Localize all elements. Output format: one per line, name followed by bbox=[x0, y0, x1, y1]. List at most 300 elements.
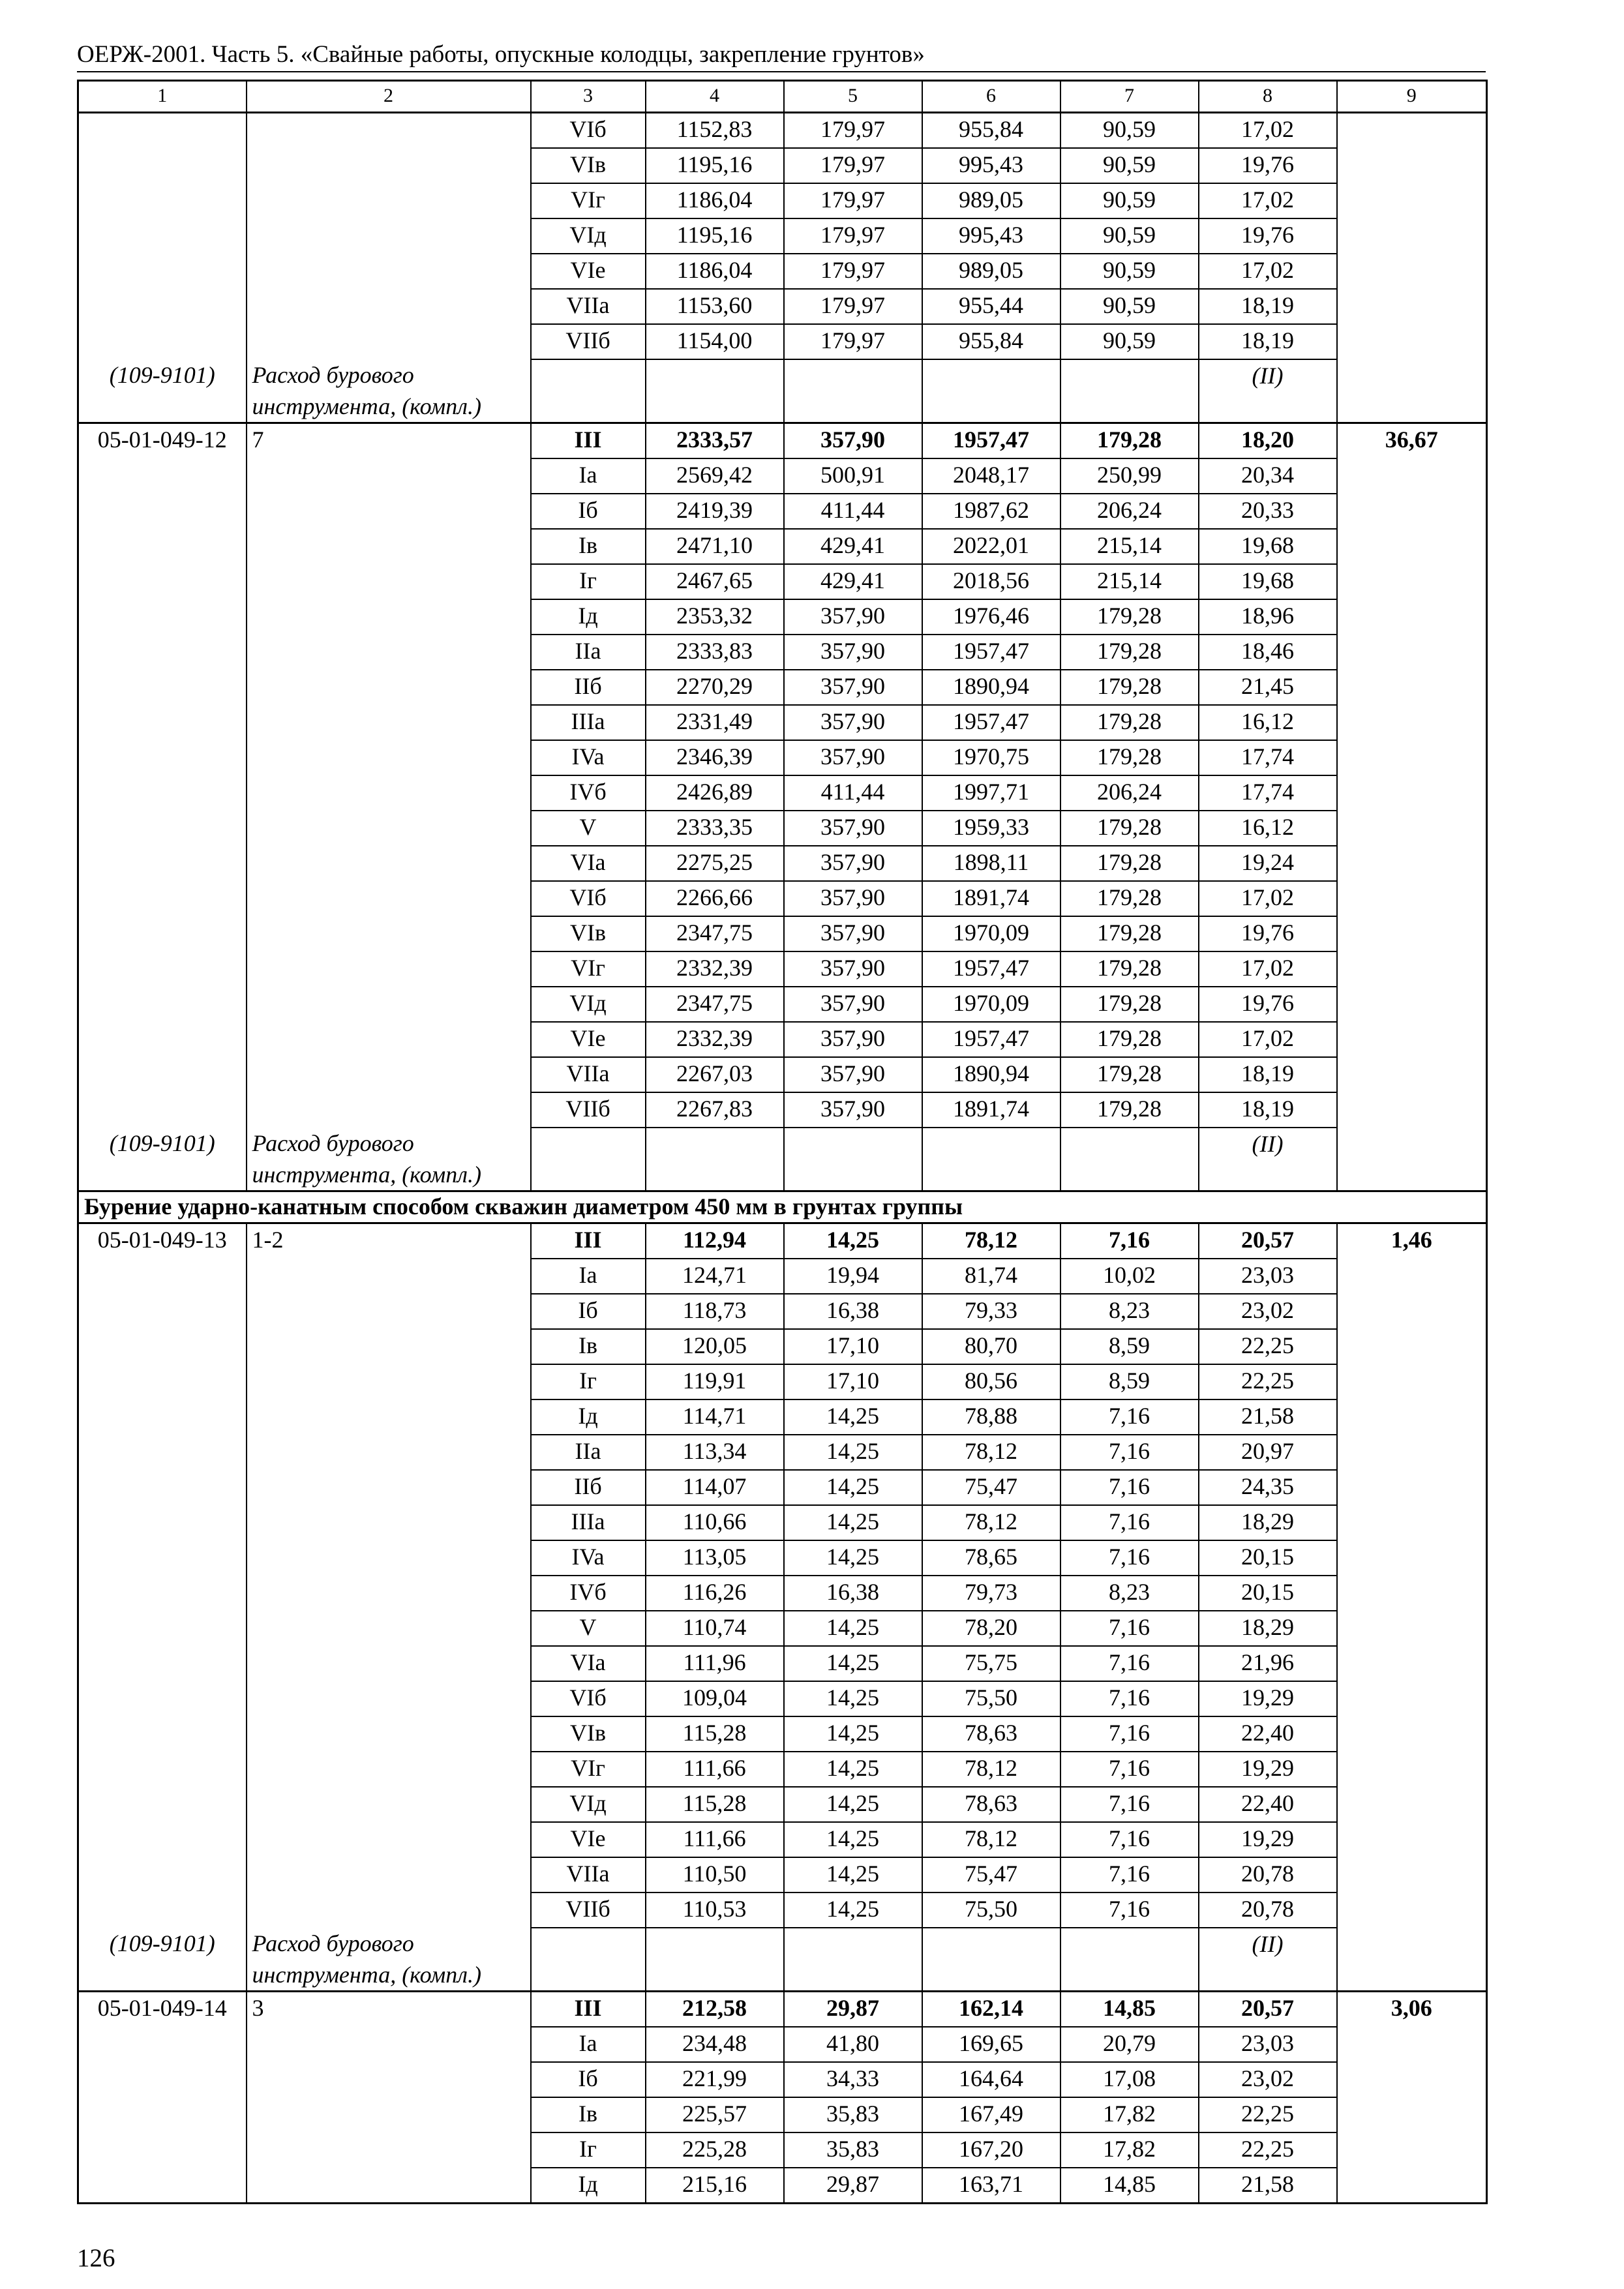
labor-cost: 22,40 bbox=[1199, 1716, 1337, 1752]
table-row bbox=[78, 564, 1487, 599]
machine-cost: 1957,47 bbox=[922, 635, 1060, 670]
labor-cost: 17,02 bbox=[1199, 254, 1337, 289]
wages: 17,10 bbox=[784, 1329, 922, 1364]
machinist-wages: 179,28 bbox=[1060, 635, 1199, 670]
total-cost: 212,58 bbox=[646, 1992, 784, 2027]
soil-group bbox=[247, 254, 531, 289]
labor-cost: 17,02 bbox=[1199, 113, 1337, 149]
soil-group bbox=[247, 529, 531, 564]
table-row bbox=[78, 1399, 1487, 1435]
machinist-wages: 179,28 bbox=[1060, 1092, 1199, 1128]
territorial-district: Ia bbox=[531, 1259, 646, 1294]
soil-group bbox=[247, 1857, 531, 1893]
machine-cost: 1959,33 bbox=[922, 811, 1060, 846]
rate-code bbox=[78, 1787, 247, 1822]
empty-cell bbox=[1337, 1928, 1487, 1992]
territorial-district: VIв bbox=[531, 916, 646, 951]
empty-cell bbox=[1060, 1928, 1199, 1992]
machine-cost: 1891,74 bbox=[922, 1092, 1060, 1128]
wages: 14,25 bbox=[784, 1893, 922, 1928]
wages: 14,25 bbox=[784, 1540, 922, 1576]
machinist-wages: 14,85 bbox=[1060, 1992, 1199, 2027]
wages: 357,90 bbox=[784, 705, 922, 740]
machinist-labor bbox=[1337, 494, 1487, 529]
table-row bbox=[78, 1822, 1487, 1857]
empty-cell bbox=[922, 359, 1060, 423]
machine-cost: 1898,11 bbox=[922, 846, 1060, 881]
machinist-wages: 7,16 bbox=[1060, 1752, 1199, 1787]
total-cost: 221,99 bbox=[646, 2062, 784, 2097]
rate-code bbox=[78, 775, 247, 811]
labor-cost: 19,68 bbox=[1199, 564, 1337, 599]
soil-group bbox=[247, 1716, 531, 1752]
rate-code bbox=[78, 1022, 247, 1057]
territorial-district: VIIб bbox=[531, 1092, 646, 1128]
soil-group bbox=[247, 1505, 531, 1540]
rate-code bbox=[78, 987, 247, 1022]
table-row bbox=[78, 1787, 1487, 1822]
machinist-wages: 7,16 bbox=[1060, 1857, 1199, 1893]
wages: 357,90 bbox=[784, 846, 922, 881]
rate-code bbox=[78, 1540, 247, 1576]
total-cost: 114,71 bbox=[646, 1399, 784, 1435]
territorial-district: VIa bbox=[531, 1646, 646, 1681]
resource-name: Расход бурового инструмента, (компл.) bbox=[247, 1128, 531, 1191]
rate-code bbox=[78, 1399, 247, 1435]
table-row bbox=[78, 183, 1487, 218]
wages: 16,38 bbox=[784, 1294, 922, 1329]
machine-cost: 78,12 bbox=[922, 1505, 1060, 1540]
total-cost: 2569,42 bbox=[646, 458, 784, 494]
machine-cost: 2022,01 bbox=[922, 529, 1060, 564]
table-row bbox=[78, 1294, 1487, 1329]
machinist-wages: 179,28 bbox=[1060, 423, 1199, 459]
soil-group bbox=[247, 1057, 531, 1092]
labor-cost: 17,74 bbox=[1199, 740, 1337, 775]
soil-group bbox=[247, 670, 531, 705]
machine-cost: 164,64 bbox=[922, 2062, 1060, 2097]
machinist-wages: 7,16 bbox=[1060, 1822, 1199, 1857]
total-cost: 113,34 bbox=[646, 1435, 784, 1470]
machinist-wages: 7,16 bbox=[1060, 1223, 1199, 1259]
table-row bbox=[78, 1992, 1487, 2027]
total-cost: 2346,39 bbox=[646, 740, 784, 775]
table-row bbox=[78, 254, 1487, 289]
labor-cost: 17,02 bbox=[1199, 183, 1337, 218]
labor-cost: 23,03 bbox=[1199, 2027, 1337, 2062]
table-row bbox=[78, 1752, 1487, 1787]
empty-cell bbox=[1060, 359, 1199, 423]
empty-cell bbox=[784, 1128, 922, 1191]
price-table bbox=[77, 80, 1488, 2204]
machinist-labor bbox=[1337, 2062, 1487, 2097]
soil-group bbox=[247, 1022, 531, 1057]
rate-code bbox=[78, 635, 247, 670]
table-row bbox=[78, 148, 1487, 183]
wages: 357,90 bbox=[784, 635, 922, 670]
column-header: 5 bbox=[784, 81, 922, 113]
machinist-wages: 179,28 bbox=[1060, 846, 1199, 881]
territorial-district: VIв bbox=[531, 148, 646, 183]
wages: 357,90 bbox=[784, 423, 922, 459]
wages: 14,25 bbox=[784, 1435, 922, 1470]
total-cost: 2267,03 bbox=[646, 1057, 784, 1092]
machinist-labor bbox=[1337, 1022, 1487, 1057]
territorial-district: Iд bbox=[531, 2168, 646, 2204]
machine-cost: 1970,09 bbox=[922, 916, 1060, 951]
table-row bbox=[78, 1435, 1487, 1470]
territorial-district: VIe bbox=[531, 1022, 646, 1057]
labor-cost: 20,15 bbox=[1199, 1576, 1337, 1611]
page-number: 126 bbox=[77, 2244, 115, 2272]
rate-code bbox=[78, 494, 247, 529]
total-cost: 1186,04 bbox=[646, 183, 784, 218]
total-cost: 1195,16 bbox=[646, 148, 784, 183]
wages: 16,38 bbox=[784, 1576, 922, 1611]
empty-cell bbox=[1337, 359, 1487, 423]
machinist-labor bbox=[1337, 1787, 1487, 1822]
labor-cost: 20,33 bbox=[1199, 494, 1337, 529]
machinist-wages: 90,59 bbox=[1060, 324, 1199, 359]
rate-code bbox=[78, 1646, 247, 1681]
machine-cost: 1890,94 bbox=[922, 670, 1060, 705]
machinist-labor bbox=[1337, 1057, 1487, 1092]
rate-code bbox=[78, 881, 247, 916]
soil-group: 7 bbox=[247, 423, 531, 459]
wages: 429,41 bbox=[784, 529, 922, 564]
rate-code bbox=[78, 1822, 247, 1857]
machine-cost: 78,12 bbox=[922, 1223, 1060, 1259]
rate-code bbox=[78, 1259, 247, 1294]
machinist-wages: 179,28 bbox=[1060, 951, 1199, 987]
territorial-district: V bbox=[531, 811, 646, 846]
table-row bbox=[78, 916, 1487, 951]
machine-cost: 1891,74 bbox=[922, 881, 1060, 916]
labor-cost: 19,76 bbox=[1199, 987, 1337, 1022]
territorial-district: Iв bbox=[531, 2097, 646, 2132]
total-cost: 2266,66 bbox=[646, 881, 784, 916]
machinist-labor: 36,67 bbox=[1337, 423, 1487, 459]
machine-cost: 1957,47 bbox=[922, 423, 1060, 459]
machine-cost: 1997,71 bbox=[922, 775, 1060, 811]
machinist-labor bbox=[1337, 1399, 1487, 1435]
territorial-district: VIIa bbox=[531, 1857, 646, 1893]
machinist-labor bbox=[1337, 1364, 1487, 1399]
machinist-labor bbox=[1337, 1540, 1487, 1576]
resource-class: (II) bbox=[1199, 1928, 1337, 1992]
machinist-wages: 90,59 bbox=[1060, 183, 1199, 218]
soil-group bbox=[247, 324, 531, 359]
labor-cost: 18,46 bbox=[1199, 635, 1337, 670]
machinist-wages: 90,59 bbox=[1060, 254, 1199, 289]
machine-cost: 995,43 bbox=[922, 218, 1060, 254]
empty-cell bbox=[531, 1928, 646, 1992]
rate-code bbox=[78, 289, 247, 324]
machine-cost: 78,65 bbox=[922, 1540, 1060, 1576]
machinist-wages: 179,28 bbox=[1060, 1022, 1199, 1057]
total-cost: 2426,89 bbox=[646, 775, 784, 811]
column-header: 2 bbox=[247, 81, 531, 113]
soil-group bbox=[247, 705, 531, 740]
labor-cost: 23,03 bbox=[1199, 1259, 1337, 1294]
machinist-labor bbox=[1337, 1893, 1487, 1928]
machinist-wages: 179,28 bbox=[1060, 1057, 1199, 1092]
resource-row bbox=[78, 1128, 1487, 1191]
wages: 357,90 bbox=[784, 670, 922, 705]
total-cost: 2332,39 bbox=[646, 951, 784, 987]
machinist-labor bbox=[1337, 1716, 1487, 1752]
machinist-wages: 90,59 bbox=[1060, 218, 1199, 254]
rate-code bbox=[78, 183, 247, 218]
table-row bbox=[78, 2097, 1487, 2132]
wages: 14,25 bbox=[784, 1505, 922, 1540]
machine-cost: 1957,47 bbox=[922, 705, 1060, 740]
machine-cost: 78,88 bbox=[922, 1399, 1060, 1435]
machinist-labor bbox=[1337, 705, 1487, 740]
machinist-labor bbox=[1337, 740, 1487, 775]
rate-code bbox=[78, 2097, 247, 2132]
soil-group bbox=[247, 1822, 531, 1857]
labor-cost: 17,02 bbox=[1199, 951, 1337, 987]
total-cost: 2270,29 bbox=[646, 670, 784, 705]
machinist-labor bbox=[1337, 1646, 1487, 1681]
machinist-labor bbox=[1337, 2097, 1487, 2132]
rate-code bbox=[78, 2062, 247, 2097]
machinist-labor bbox=[1337, 670, 1487, 705]
soil-group bbox=[247, 775, 531, 811]
machinist-wages: 7,16 bbox=[1060, 1505, 1199, 1540]
table-row bbox=[78, 324, 1487, 359]
labor-cost: 23,02 bbox=[1199, 1294, 1337, 1329]
total-cost: 225,57 bbox=[646, 2097, 784, 2132]
territorial-district: VIд bbox=[531, 987, 646, 1022]
table-row bbox=[78, 635, 1487, 670]
territorial-district: IIIa bbox=[531, 1505, 646, 1540]
machine-cost: 1976,46 bbox=[922, 599, 1060, 635]
total-cost: 2419,39 bbox=[646, 494, 784, 529]
machinist-labor bbox=[1337, 2168, 1487, 2204]
territorial-district: VIб bbox=[531, 1681, 646, 1716]
territorial-district: IIб bbox=[531, 670, 646, 705]
machinist-wages: 7,16 bbox=[1060, 1399, 1199, 1435]
table-row bbox=[78, 423, 1487, 459]
wages: 357,90 bbox=[784, 916, 922, 951]
soil-group bbox=[247, 1092, 531, 1128]
territorial-district: VIIб bbox=[531, 324, 646, 359]
machinist-wages: 250,99 bbox=[1060, 458, 1199, 494]
machinist-wages: 179,28 bbox=[1060, 987, 1199, 1022]
soil-group bbox=[247, 2168, 531, 2204]
section-title-row bbox=[78, 1191, 1487, 1223]
labor-cost: 19,29 bbox=[1199, 1681, 1337, 1716]
labor-cost: 19,29 bbox=[1199, 1752, 1337, 1787]
total-cost: 2275,25 bbox=[646, 846, 784, 881]
total-cost: 116,26 bbox=[646, 1576, 784, 1611]
total-cost: 112,94 bbox=[646, 1223, 784, 1259]
table-row bbox=[78, 1611, 1487, 1646]
resource-class: (II) bbox=[1199, 359, 1337, 423]
machinist-wages: 179,28 bbox=[1060, 916, 1199, 951]
wages: 29,87 bbox=[784, 2168, 922, 2204]
territorial-district: VIд bbox=[531, 218, 646, 254]
machinist-labor bbox=[1337, 254, 1487, 289]
rate-code bbox=[78, 2168, 247, 2204]
labor-cost: 19,68 bbox=[1199, 529, 1337, 564]
soil-group bbox=[247, 1752, 531, 1787]
territorial-district: VIв bbox=[531, 1716, 646, 1752]
table-row bbox=[78, 881, 1487, 916]
total-cost: 1195,16 bbox=[646, 218, 784, 254]
machinist-wages: 17,82 bbox=[1060, 2097, 1199, 2132]
empty-cell bbox=[784, 359, 922, 423]
wages: 34,33 bbox=[784, 2062, 922, 2097]
total-cost: 115,28 bbox=[646, 1787, 784, 1822]
territorial-district: IIa bbox=[531, 635, 646, 670]
total-cost: 2347,75 bbox=[646, 916, 784, 951]
machinist-labor bbox=[1337, 529, 1487, 564]
total-cost: 2333,83 bbox=[646, 635, 784, 670]
labor-cost: 21,45 bbox=[1199, 670, 1337, 705]
total-cost: 215,16 bbox=[646, 2168, 784, 2204]
soil-group bbox=[247, 1259, 531, 1294]
empty-cell bbox=[531, 359, 646, 423]
territorial-district: VIг bbox=[531, 951, 646, 987]
table-row bbox=[78, 529, 1487, 564]
total-cost: 2331,49 bbox=[646, 705, 784, 740]
machinist-labor bbox=[1337, 1259, 1487, 1294]
territorial-district: Iг bbox=[531, 2132, 646, 2168]
labor-cost: 19,76 bbox=[1199, 916, 1337, 951]
machinist-labor bbox=[1337, 599, 1487, 635]
machine-cost: 955,84 bbox=[922, 113, 1060, 149]
soil-group bbox=[247, 564, 531, 599]
column-header: 3 bbox=[531, 81, 646, 113]
rate-code bbox=[78, 1893, 247, 1928]
wages: 14,25 bbox=[784, 1752, 922, 1787]
soil-group bbox=[247, 740, 531, 775]
labor-cost: 22,25 bbox=[1199, 2132, 1337, 2168]
table-row bbox=[78, 289, 1487, 324]
wages: 14,25 bbox=[784, 1611, 922, 1646]
machinist-wages: 10,02 bbox=[1060, 1259, 1199, 1294]
total-cost: 2347,75 bbox=[646, 987, 784, 1022]
soil-group bbox=[247, 2027, 531, 2062]
soil-group bbox=[247, 289, 531, 324]
territorial-district: IVб bbox=[531, 1576, 646, 1611]
table-row bbox=[78, 2027, 1487, 2062]
total-cost: 110,50 bbox=[646, 1857, 784, 1893]
machinist-labor bbox=[1337, 148, 1487, 183]
table-row bbox=[78, 1646, 1487, 1681]
machinist-labor bbox=[1337, 564, 1487, 599]
machine-cost: 78,12 bbox=[922, 1822, 1060, 1857]
machinist-labor bbox=[1337, 1857, 1487, 1893]
rate-code bbox=[78, 951, 247, 987]
machine-cost: 955,84 bbox=[922, 324, 1060, 359]
labor-cost: 20,57 bbox=[1199, 1992, 1337, 2027]
territorial-district: Ia bbox=[531, 2027, 646, 2062]
total-cost: 1154,00 bbox=[646, 324, 784, 359]
machinist-labor bbox=[1337, 1611, 1487, 1646]
labor-cost: 16,12 bbox=[1199, 705, 1337, 740]
table-row bbox=[78, 1092, 1487, 1128]
territorial-district: VIг bbox=[531, 1752, 646, 1787]
resource-name: Расход бурового инструмента, (компл.) bbox=[247, 359, 531, 423]
rate-code bbox=[78, 1576, 247, 1611]
machinist-wages: 179,28 bbox=[1060, 670, 1199, 705]
soil-group bbox=[247, 183, 531, 218]
empty-cell bbox=[922, 1928, 1060, 1992]
machine-cost: 2048,17 bbox=[922, 458, 1060, 494]
total-cost: 1153,60 bbox=[646, 289, 784, 324]
labor-cost: 22,25 bbox=[1199, 2097, 1337, 2132]
machinist-wages: 8,23 bbox=[1060, 1576, 1199, 1611]
rate-code bbox=[78, 1057, 247, 1092]
labor-cost: 18,19 bbox=[1199, 289, 1337, 324]
soil-group bbox=[247, 635, 531, 670]
resource-code: (109-9101) bbox=[78, 1928, 247, 1992]
column-header: 1 bbox=[78, 81, 247, 113]
territorial-district: VIд bbox=[531, 1787, 646, 1822]
table-row bbox=[78, 1857, 1487, 1893]
soil-group bbox=[247, 1470, 531, 1505]
labor-cost: 19,76 bbox=[1199, 218, 1337, 254]
machinist-wages: 7,16 bbox=[1060, 1893, 1199, 1928]
table-row bbox=[78, 1576, 1487, 1611]
labor-cost: 18,19 bbox=[1199, 324, 1337, 359]
machinist-wages: 8,59 bbox=[1060, 1364, 1199, 1399]
rate-code bbox=[78, 564, 247, 599]
machinist-wages: 179,28 bbox=[1060, 599, 1199, 635]
wages: 179,97 bbox=[784, 218, 922, 254]
territorial-district: IVб bbox=[531, 775, 646, 811]
table-row bbox=[78, 1505, 1487, 1540]
table-row bbox=[78, 2062, 1487, 2097]
page-header-title: ОЕРЖ-2001. Часть 5. «Свайные работы, опускные колодцы, закрепление грунтов» bbox=[77, 41, 925, 68]
total-cost: 120,05 bbox=[646, 1329, 784, 1364]
machinist-wages: 179,28 bbox=[1060, 740, 1199, 775]
table-row bbox=[78, 1681, 1487, 1716]
wages: 357,90 bbox=[784, 951, 922, 987]
rate-code bbox=[78, 1329, 247, 1364]
machine-cost: 80,70 bbox=[922, 1329, 1060, 1364]
territorial-district: IIб bbox=[531, 1470, 646, 1505]
total-cost: 111,66 bbox=[646, 1822, 784, 1857]
table-row bbox=[78, 951, 1487, 987]
machinist-labor bbox=[1337, 846, 1487, 881]
rate-code bbox=[78, 1857, 247, 1893]
resource-row bbox=[78, 1928, 1487, 1992]
soil-group bbox=[247, 1893, 531, 1928]
rate-code bbox=[78, 458, 247, 494]
resource-code: (109-9101) bbox=[78, 1128, 247, 1191]
table-header-row bbox=[78, 81, 1487, 113]
table-row bbox=[78, 1470, 1487, 1505]
soil-group bbox=[247, 951, 531, 987]
table-row bbox=[78, 2168, 1487, 2204]
wages: 179,97 bbox=[784, 148, 922, 183]
soil-group bbox=[247, 1435, 531, 1470]
machine-cost: 162,14 bbox=[922, 1992, 1060, 2027]
territorial-district: IVa bbox=[531, 1540, 646, 1576]
table-row bbox=[78, 811, 1487, 846]
table-row bbox=[78, 1364, 1487, 1399]
empty-cell bbox=[1337, 1128, 1487, 1191]
labor-cost: 18,29 bbox=[1199, 1611, 1337, 1646]
total-cost: 113,05 bbox=[646, 1540, 784, 1576]
labor-cost: 21,96 bbox=[1199, 1646, 1337, 1681]
wages: 357,90 bbox=[784, 811, 922, 846]
